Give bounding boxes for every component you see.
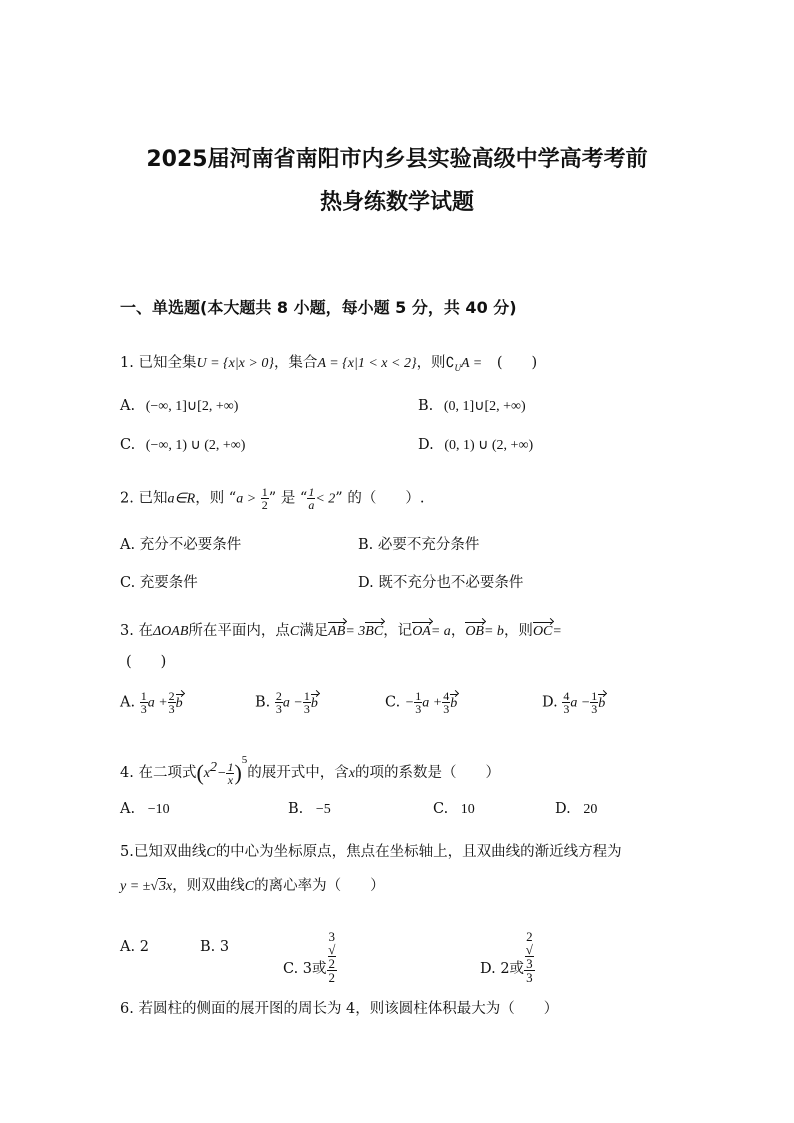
question-text: 的离心率为（ ）: [254, 878, 385, 894]
q2-option-a: A. 充分不必要条件: [120, 537, 242, 553]
fraction: $\frac{1}{3}$: [415, 689, 422, 716]
page-title-line1: 2025届河南省南阳市内乡县实验高级中学高考考前: [146, 147, 648, 172]
q4-option-d: D. 20: [555, 801, 598, 817]
vector: OB: [465, 624, 484, 639]
question-number: 6.: [120, 1001, 134, 1017]
question-text: ，则: [416, 355, 446, 371]
fraction: 3 √ 2 2: [328, 929, 336, 985]
page-title-line2: 热身练数学试题: [319, 190, 474, 215]
question-6: [120, 997, 558, 1018]
math-expr: A =: [460, 356, 483, 371]
question-text: 已知: [138, 490, 168, 507]
complement-symbol: ∁: [445, 356, 455, 371]
question-number: 1.: [120, 355, 134, 371]
question-number: 4.: [120, 765, 134, 781]
fraction: $\frac{2}{3}$: [275, 689, 282, 716]
exponent: 5: [241, 754, 248, 766]
option-label: C.: [120, 437, 136, 453]
question-text: 若圆柱的侧面的展开图的周长为 4，则该圆柱体积最大为（ ）: [138, 1001, 559, 1017]
question-text: 所在平面内，点: [188, 623, 290, 639]
q4-option-a: A. −10: [120, 801, 170, 817]
question-text: ，则 “: [195, 490, 237, 507]
question-text: 已知双曲线: [133, 844, 207, 860]
vector: AB: [328, 624, 346, 639]
q5-option-c: C. 3或 3 √ 2 2: [283, 929, 336, 985]
option-expr: (−∞, 1) ∪ (2, +∞): [145, 438, 246, 453]
q5-option-a: A. 2: [120, 939, 149, 955]
q1-option-a: [120, 398, 238, 415]
question-text: ，集合: [273, 355, 318, 371]
fraction: $\frac{1}{a}$: [308, 485, 315, 512]
option-label: A.: [120, 694, 136, 711]
question-text: ，记: [383, 623, 413, 639]
math-expr: a >: [236, 491, 257, 507]
question-5-cont: y = ±√3x，则双曲线C的离心率为（ ）: [120, 878, 385, 894]
q3-option-a: A. $\frac{1}{3}$ a + $\frac{2}{3}$ b: [120, 689, 183, 716]
question-text: 在二项式: [138, 765, 197, 781]
q5-option-b: B. 3: [200, 939, 230, 955]
math-expr: = b: [483, 624, 504, 639]
math-expr: < 2: [315, 491, 336, 507]
question-text: ” 的（ ）.: [335, 490, 425, 507]
question-5: 5.已知双曲线C的中心为坐标原点，焦点在坐标轴上，且双曲线的渐近线方程为: [120, 844, 622, 860]
question-4: 4. 在二项式($x^2-$ $\frac{1}{x}$ )$^5$的展开式中，含x的项的系数是（ ）: [120, 754, 500, 787]
q2-option-c: C. 充要条件: [120, 575, 198, 591]
math-expr: C: [289, 624, 300, 639]
answer-blank: ( ): [126, 654, 167, 670]
fraction: $\frac{4}{3}$: [563, 689, 570, 716]
q3-option-b: B. $\frac{2}{3}$ a − $\frac{1}{3}$ b: [255, 689, 318, 716]
question-text: 的中心为坐标原点，焦点在坐标轴上，且双曲线的渐近线方程为: [215, 844, 622, 860]
fraction: 2 √ 3 3: [525, 929, 533, 985]
math-expr: A = {x|1 < x < 2}: [317, 356, 417, 371]
question-text: ，则双曲线: [172, 878, 245, 894]
question-number: 3.: [120, 623, 134, 639]
fraction: $\frac{1}{3}$: [303, 689, 310, 716]
math-expr: U = {x|x > 0}: [196, 356, 274, 371]
question-1: [120, 351, 537, 373]
vector: BC: [365, 624, 384, 639]
option-label: A.: [120, 801, 136, 817]
math-expr: = a: [430, 624, 451, 639]
question-text: 已知全集: [138, 355, 197, 371]
question-2: [120, 486, 424, 511]
q2-option-d: D. 既不充分也不必要条件: [358, 575, 524, 591]
fraction: $\frac{1}{2}$: [261, 485, 268, 512]
q4-option-b: B. −5: [288, 801, 331, 817]
q5-option-d: D. 2或 2 √ 3 3: [480, 929, 533, 985]
question-number: 2.: [120, 490, 134, 507]
option-label: D.: [418, 437, 434, 453]
section-heading: 一、单选题(本大题共 8 小题，每小题 5 分，共 40 分): [120, 298, 517, 317]
q1-option-b: [418, 398, 526, 415]
q4-option-c: C. 10: [433, 801, 475, 817]
fraction: $\frac{1}{3}$: [591, 689, 598, 716]
question-text: ” 是 “: [268, 490, 308, 507]
fraction: $\frac{1}{x}$: [227, 759, 234, 787]
vector: OA: [412, 624, 431, 639]
math-expr: ΔOAB: [152, 624, 189, 639]
option-label: C.: [385, 694, 401, 711]
fraction: $\frac{4}{3}$: [443, 689, 450, 716]
math-expr: = 3: [345, 624, 366, 639]
question-3: [120, 619, 562, 640]
option-label: D.: [542, 694, 558, 711]
q3-option-c: C. − $\frac{1}{3}$ a + $\frac{4}{3}$ b: [385, 689, 458, 716]
fraction: $\frac{1}{3}$: [140, 689, 147, 716]
fraction: $\frac{2}{3}$: [168, 689, 175, 716]
math-expr: =: [552, 624, 562, 639]
q1-option-d: [418, 437, 533, 454]
option-label: C.: [433, 801, 449, 817]
complement-subscript: U: [454, 362, 461, 373]
question-text: 的展开式中，含: [247, 765, 349, 781]
option-label: B.: [255, 694, 271, 711]
option-label: D.: [555, 801, 571, 817]
option-label: A.: [120, 398, 136, 414]
option-expr: (0, 1]∪[2, +∞): [443, 399, 526, 414]
option-expr: (−∞, 1]∪[2, +∞): [145, 399, 239, 414]
question-text: 满足: [299, 623, 329, 639]
question-text: ，: [450, 623, 466, 639]
vector: OC: [532, 624, 553, 639]
question-text: 的项的系数是（ ）: [355, 765, 500, 781]
q2-option-b: B. 必要不充分条件: [358, 537, 480, 553]
question-text: ，则: [503, 623, 533, 639]
option-label: B.: [288, 801, 304, 817]
answer-blank: ( ): [496, 355, 538, 371]
q3-option-d: D. $\frac{4}{3}$ a − $\frac{1}{3}$ b: [542, 689, 606, 716]
option-label: B.: [418, 398, 434, 414]
question-text: 在: [138, 623, 153, 639]
question-number: 5.: [120, 844, 134, 860]
math-expr: a∈R: [167, 491, 196, 507]
option-expr: (0, 1) ∪ (2, +∞): [444, 438, 534, 453]
q1-option-c: [120, 437, 245, 454]
